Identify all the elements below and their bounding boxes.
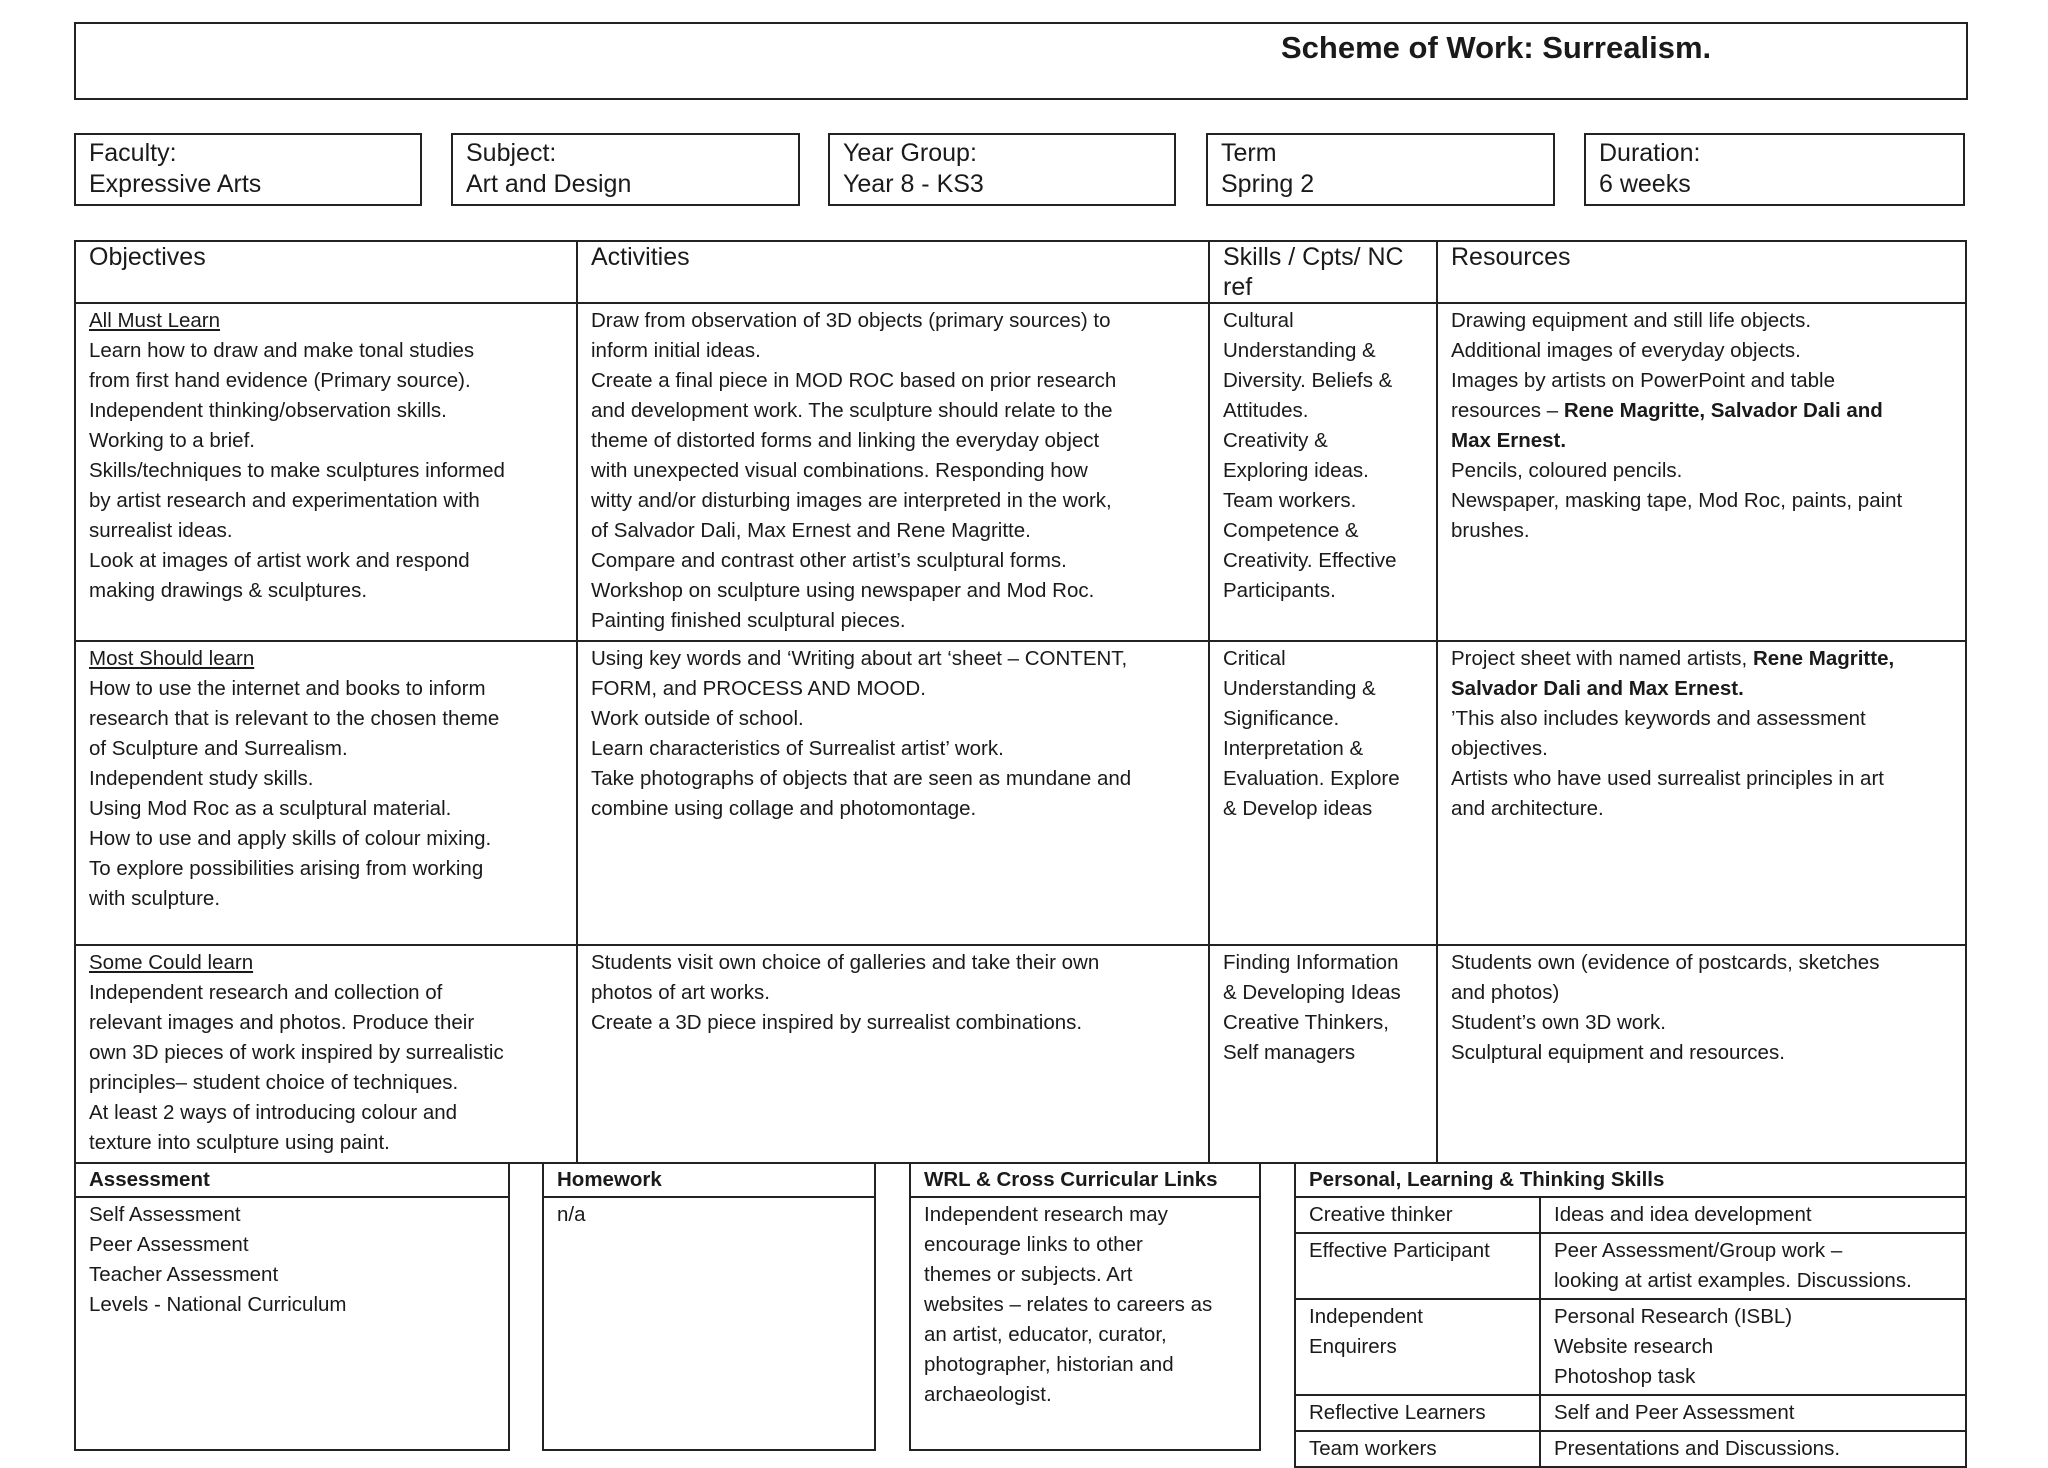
text-line: Draw from observation of 3D objects (primary sources) to	[591, 309, 1111, 332]
text-line: witty and/or disturbing images are interpreted in the work,	[591, 489, 1112, 512]
text-line: Create a final piece in MOD ROC based on prior research	[591, 369, 1117, 392]
text-line: Using Mod Roc as a sculptural material.	[89, 797, 452, 820]
text-line: Photoshop task	[1554, 1365, 1696, 1388]
tier-label-could: Some Could learn	[89, 951, 254, 974]
plts-skill	[1295, 1299, 1540, 1395]
text-line: Drawing equipment and still life objects.	[1451, 309, 1812, 332]
header-activities: Activities	[577, 241, 1209, 303]
page-title: Scheme of Work: Surrealism.	[1281, 30, 1712, 65]
assessment-table	[74, 1162, 510, 1451]
text-line: Independent	[1309, 1305, 1424, 1328]
text-line: from first hand evidence (Primary source).	[89, 369, 471, 392]
text-line: Teacher Assessment	[89, 1263, 279, 1286]
text-line: Additional images of everyday objects.	[1451, 339, 1801, 362]
text-line: photographer, historian and	[924, 1353, 1174, 1376]
text-line: How to use the internet and books to inform	[89, 677, 486, 700]
homework-value: n/a	[543, 1197, 875, 1450]
plts-detail	[1540, 1233, 1966, 1299]
text-line: Take photographs of objects that are seen as mundane and	[591, 767, 1132, 790]
duration-label: Duration:	[1599, 139, 1701, 167]
term-value: Spring 2	[1221, 170, 1315, 198]
text-line: Interpretation &	[1223, 737, 1364, 760]
plts-detail	[1540, 1395, 1966, 1431]
subject-value: Art and Design	[466, 170, 632, 198]
wrl-header: WRL & Cross Curricular Links	[910, 1163, 1260, 1197]
text-line: Understanding &	[1223, 677, 1376, 700]
text-line: Newspaper, masking tape, Mod Roc, paints, paint	[1451, 489, 1903, 512]
plts-skill	[1295, 1197, 1540, 1233]
resources-line	[1451, 396, 1955, 426]
text-line: Work outside of school.	[591, 707, 804, 730]
text-line: Levels - National Curriculum	[89, 1293, 347, 1316]
text-line: Painting finished sculptural pieces.	[591, 609, 906, 632]
activities-cell	[577, 303, 1209, 641]
text-line: Learn how to draw and make tonal studies	[89, 339, 475, 362]
objectives-table	[74, 240, 1967, 1164]
text-line: Personal Research (ISBL)	[1554, 1305, 1793, 1328]
homework-header: Homework	[543, 1163, 875, 1197]
plts-detail	[1540, 1197, 1966, 1233]
text-line: themes or subjects. Art	[924, 1263, 1133, 1286]
resources-cell	[1437, 303, 1966, 641]
text-line: of Salvador Dali, Max Ernest and Rene Magritte.	[591, 519, 1031, 542]
text-line: brushes.	[1451, 519, 1530, 542]
skills-cell	[1209, 303, 1437, 641]
text-line: Enquirers	[1309, 1335, 1397, 1358]
text-line: photos of art works.	[591, 981, 770, 1004]
text-line: by artist research and experimentation with	[89, 489, 480, 512]
artist-names: Max Ernest.	[1451, 429, 1567, 452]
resources-cell	[1437, 641, 1966, 945]
text-line: Sculptural equipment and resources.	[1451, 1041, 1785, 1064]
header-skills: Skills / Cpts/ NC ref	[1209, 241, 1437, 303]
text-line: Self and Peer Assessment	[1554, 1401, 1795, 1424]
text-line: and architecture.	[1451, 797, 1604, 820]
text-line: Peer Assessment/Group work –	[1554, 1239, 1843, 1262]
text-line: Using key words and ‘Writing about art ‘sheet – CONTENT,	[591, 647, 1128, 670]
tier-label-should: Most Should learn	[89, 647, 255, 670]
table-row-should	[75, 641, 1966, 945]
header-objectives: Objectives	[75, 241, 577, 303]
duration-box	[1584, 133, 1965, 206]
text-line: Effective Participant	[1309, 1239, 1490, 1262]
resources-cell	[1437, 945, 1966, 1163]
text-line: Diversity. Beliefs &	[1223, 369, 1393, 392]
resources-text: Project sheet with named artists,	[1451, 647, 1753, 670]
objectives-cell	[75, 303, 577, 641]
plts-detail	[1540, 1299, 1966, 1395]
text-line: Creativity. Effective	[1223, 549, 1397, 572]
plts-table	[1294, 1162, 1967, 1468]
text-line: Finding Information	[1223, 951, 1399, 974]
text-line: Pencils, coloured pencils.	[1451, 459, 1683, 482]
text-line: Learn characteristics of Surrealist artist’ work.	[591, 737, 1004, 760]
text-line: Team workers.	[1223, 489, 1357, 512]
text-line: Presentations and Discussions.	[1554, 1437, 1841, 1460]
text-line: and photos)	[1451, 981, 1560, 1004]
text-line: websites – relates to careers as	[924, 1293, 1213, 1316]
text-line: research that is relevant to the chosen theme	[89, 707, 500, 730]
text-line: Skills/techniques to make sculptures informed	[89, 459, 505, 482]
assessment-list	[75, 1197, 509, 1450]
activities-cell	[577, 945, 1209, 1163]
text-line: Competence &	[1223, 519, 1359, 542]
resources-text: resources –	[1451, 399, 1564, 422]
objectives-cell	[75, 641, 577, 945]
text-line: Team workers	[1309, 1437, 1437, 1460]
faculty-label: Faculty:	[89, 139, 177, 167]
year-group-value: Year 8 - KS3	[843, 170, 984, 198]
text-line: & Developing Ideas	[1223, 981, 1401, 1004]
text-line: an artist, educator, curator,	[924, 1323, 1167, 1346]
homework-table	[542, 1162, 876, 1451]
text-line: Creative thinker	[1309, 1203, 1453, 1226]
text-line: Reflective Learners	[1309, 1401, 1486, 1424]
text-line: Images by artists on PowerPoint and table	[1451, 369, 1836, 392]
text-line: Students visit own choice of galleries and take their own	[591, 951, 1100, 974]
text-line: Exploring ideas.	[1223, 459, 1369, 482]
text-line: theme of distorted forms and linking the everyday object	[591, 429, 1100, 452]
text-line: Peer Assessment	[89, 1233, 249, 1256]
artist-names: Rene Magritte, Salvador Dali and	[1563, 399, 1883, 422]
text-line: ’This also includes keywords and assessment	[1451, 707, 1866, 730]
title-box	[74, 22, 1968, 100]
text-line: inform initial ideas.	[591, 339, 761, 362]
table-row-must	[75, 303, 1966, 641]
objectives-cell	[75, 945, 577, 1163]
text-line: Create a 3D piece inspired by surrealist combinations.	[591, 1011, 1083, 1034]
resources-list	[1451, 704, 1955, 824]
plts-skill	[1295, 1431, 1540, 1467]
objectives-list	[89, 336, 566, 606]
plts-skill	[1295, 1395, 1540, 1431]
artist-names: Rene Magritte,	[1752, 647, 1895, 670]
text-line: Workshop on sculpture using newspaper and Mod Roc.	[591, 579, 1095, 602]
objectives-list	[89, 978, 566, 1158]
text-line: Understanding &	[1223, 339, 1376, 362]
term-label: Term	[1221, 139, 1277, 167]
text-line: with sculpture.	[89, 887, 221, 910]
text-line: Creativity &	[1223, 429, 1328, 452]
wrl-text	[910, 1197, 1260, 1450]
subject-label: Subject:	[466, 139, 557, 167]
text-line: of Sculpture and Surrealism.	[89, 737, 348, 760]
text-line: own 3D pieces of work inspired by surrealistic	[89, 1041, 504, 1064]
text-line: making drawings & sculptures.	[89, 579, 368, 602]
text-line: Significance.	[1223, 707, 1340, 730]
objectives-list	[89, 674, 566, 914]
text-line: encourage links to other	[924, 1233, 1143, 1256]
text-line: Self managers	[1223, 1041, 1356, 1064]
wrl-table	[909, 1162, 1261, 1451]
text-line: texture into sculpture using paint.	[89, 1131, 390, 1154]
term-box	[1206, 133, 1555, 206]
text-line: Independent thinking/observation skills.	[89, 399, 447, 422]
text-line: Independent research and collection of	[89, 981, 443, 1004]
text-line: principles– student choice of techniques.	[89, 1071, 459, 1094]
text-line: objectives.	[1451, 737, 1548, 760]
skills-cell	[1209, 641, 1437, 945]
tier-label-must: All Must Learn	[89, 309, 221, 332]
text-line: Evaluation. Explore	[1223, 767, 1400, 790]
activities-cell	[577, 641, 1209, 945]
text-line: Independent study skills.	[89, 767, 314, 790]
skills-cell	[1209, 945, 1437, 1163]
text-line: Participants.	[1223, 579, 1336, 602]
text-line: combine using collage and photomontage.	[591, 797, 977, 820]
text-line: Compare and contrast other artist’s sculptural forms.	[591, 549, 1067, 572]
text-line: Cultural	[1223, 309, 1294, 332]
text-line: FORM, and PROCESS AND MOOD.	[591, 677, 926, 700]
text-line: Website research	[1554, 1335, 1714, 1358]
text-line: surrealist ideas.	[89, 519, 233, 542]
faculty-value: Expressive Arts	[89, 170, 262, 198]
year-group-label: Year Group:	[843, 139, 977, 167]
artist-names: Salvador Dali and Max Ernest.	[1451, 677, 1744, 700]
text-line: archaeologist.	[924, 1383, 1052, 1406]
resources-list	[1451, 456, 1955, 546]
text-line: Working to a brief.	[89, 429, 255, 452]
text-line: Attitudes.	[1223, 399, 1309, 422]
text-line: & Develop ideas	[1223, 797, 1373, 820]
text-line: Student’s own 3D work.	[1451, 1011, 1666, 1034]
faculty-box	[74, 133, 422, 206]
text-line: relevant images and photos. Produce their	[89, 1011, 475, 1034]
objectives-table-header	[75, 241, 1966, 303]
text-line: Artists who have used surrealist principles in art	[1451, 767, 1884, 790]
text-line: How to use and apply skills of colour mixing.	[89, 827, 492, 850]
text-line: Look at images of artist work and respond	[89, 549, 470, 572]
table-row-could	[75, 945, 1966, 1163]
plts-header: Personal, Learning & Thinking Skills	[1295, 1163, 1966, 1197]
resources-list	[1451, 306, 1955, 396]
subject-box	[451, 133, 800, 206]
duration-value: 6 weeks	[1599, 170, 1691, 198]
text-line: Ideas and idea development	[1554, 1203, 1812, 1226]
text-line: Students own (evidence of postcards, sketches	[1451, 951, 1880, 974]
text-line: Independent research may	[924, 1203, 1168, 1226]
text-line: looking at artist examples. Discussions.	[1554, 1269, 1912, 1292]
text-line: Creative Thinkers,	[1223, 1011, 1389, 1034]
text-line: Critical	[1223, 647, 1286, 670]
text-line: To explore possibilities arising from working	[89, 857, 484, 880]
year-group-box	[828, 133, 1176, 206]
plts-detail	[1540, 1431, 1966, 1467]
text-line: and development work. The sculpture should relate to the	[591, 399, 1113, 422]
text-line: Self Assessment	[89, 1203, 241, 1226]
plts-skill	[1295, 1233, 1540, 1299]
assessment-header: Assessment	[75, 1163, 509, 1197]
resources-line	[1451, 644, 1955, 674]
text-line: At least 2 ways of introducing colour and	[89, 1101, 458, 1124]
header-resources: Resources	[1437, 241, 1966, 303]
text-line: with unexpected visual combinations. Responding how	[591, 459, 1088, 482]
